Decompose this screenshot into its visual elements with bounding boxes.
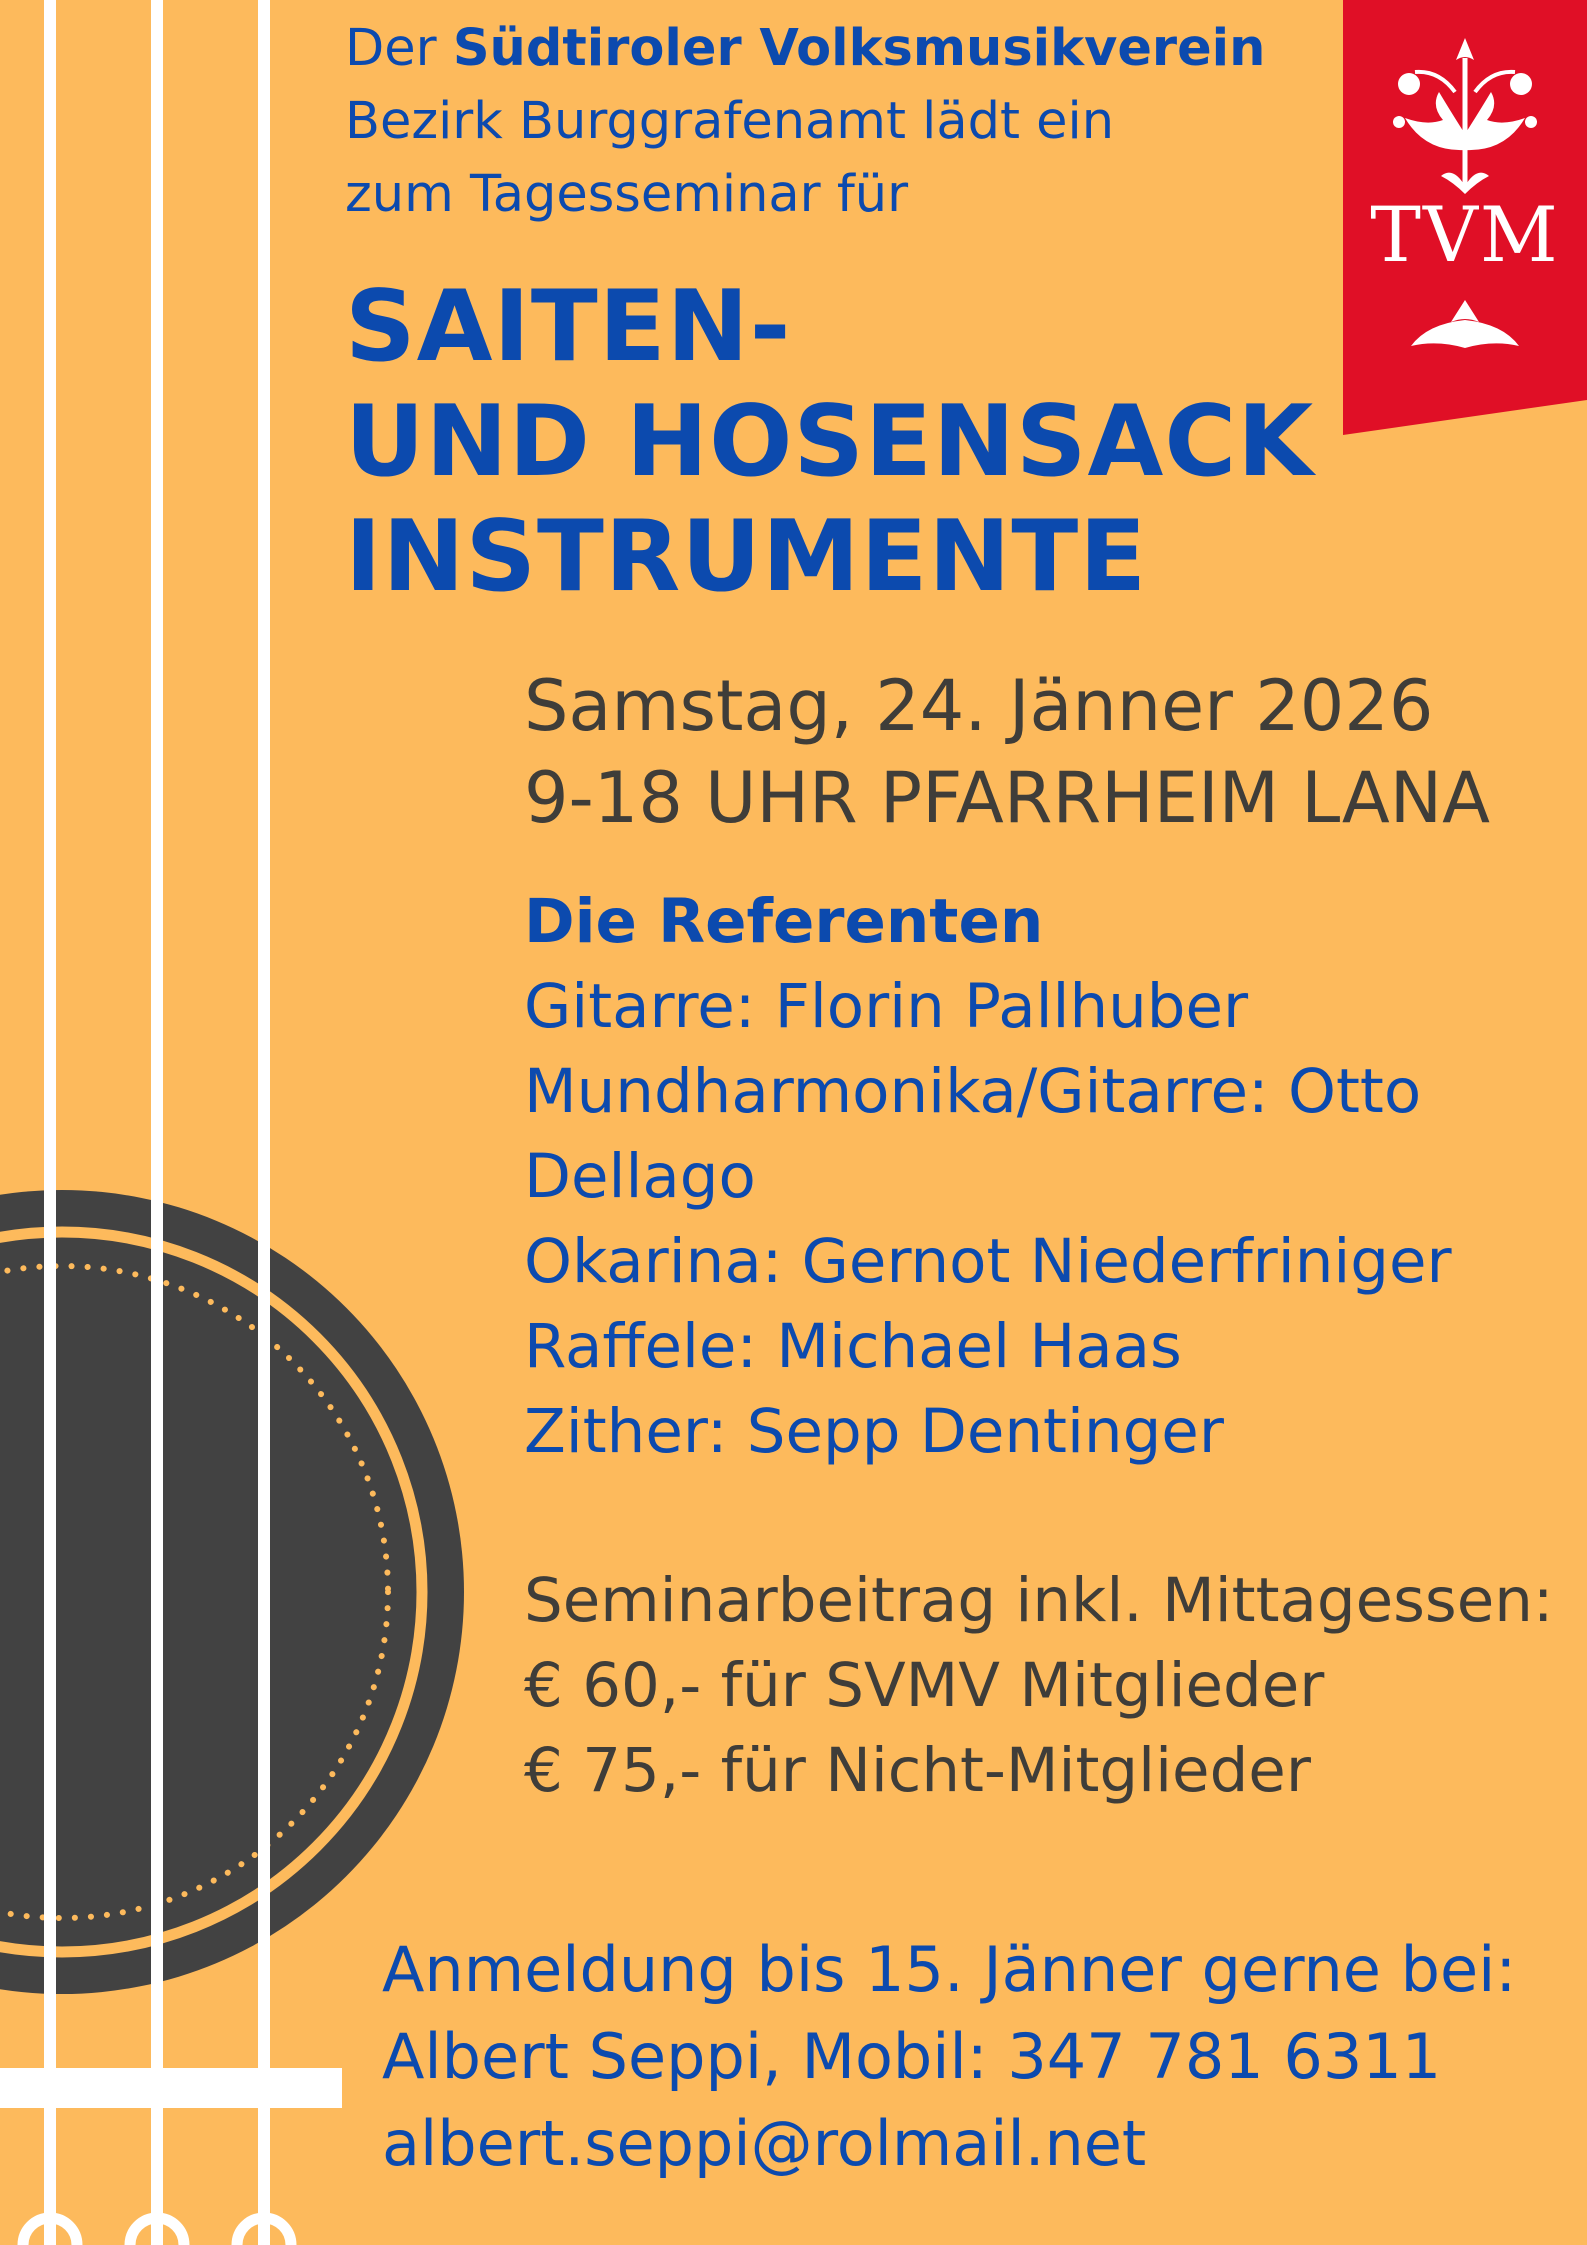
referents-section xyxy=(524,879,1574,1474)
guitar-bridge xyxy=(0,2068,342,2108)
event-time-place: 9-18 UHR PFARRHEIM LANA xyxy=(524,757,1490,839)
title-line-1: SAITEN- xyxy=(345,270,792,384)
referent-item: Zither: Sepp Dentinger xyxy=(524,1396,1224,1467)
referent-item: Gitarre: Florin Pallhuber xyxy=(524,971,1249,1042)
registration-deadline: Anmeldung bis 15. Jänner gerne bei: xyxy=(382,1933,1517,2006)
referent-item: Okarina: Gernot Niederfriniger xyxy=(524,1226,1452,1297)
intro-text xyxy=(345,12,1305,231)
fee-section xyxy=(524,1558,1584,1813)
intro-line-2: Bezirk Burggrafenamt lädt ein xyxy=(345,92,1115,151)
soundhole-outer xyxy=(0,1190,464,1994)
event-date: Samstag, 24. Jänner 2026 xyxy=(524,665,1434,747)
title-line-3: INSTRUMENTE xyxy=(345,500,1148,614)
event-info xyxy=(524,660,1584,844)
seminar-title xyxy=(345,270,1345,615)
intro-line-3: zum Tagesseminar für xyxy=(345,165,909,224)
title-line-2: UND HOSENSACK xyxy=(345,385,1315,499)
fee-non-members: € 75,- für Nicht-Mitglieder xyxy=(524,1735,1311,1806)
referent-item: Raffele: Michael Haas xyxy=(524,1311,1182,1382)
organization-name: Südtiroler Volksmusikverein xyxy=(452,19,1266,78)
contact-person-phone[interactable]: Albert Seppi, Mobil: 347 781 6311 xyxy=(382,2020,1442,2093)
registration-contact xyxy=(382,1926,1562,2187)
fee-members: € 60,- für SVMV Mitglieder xyxy=(524,1650,1325,1721)
intro-line-1 xyxy=(345,12,1305,85)
intro-prefix: Der xyxy=(345,19,453,78)
referents-heading: Die Referenten xyxy=(524,886,1044,957)
tvm-logo-text: TVM xyxy=(1370,190,1560,279)
fee-heading: Seminarbeitrag inkl. Mittagessen: xyxy=(524,1565,1554,1636)
contact-email-link[interactable]: albert.seppi@rolmail.net xyxy=(382,2107,1147,2180)
referent-item: Mundharmonika/Gitarre: Otto Dellago xyxy=(524,1056,1422,1212)
